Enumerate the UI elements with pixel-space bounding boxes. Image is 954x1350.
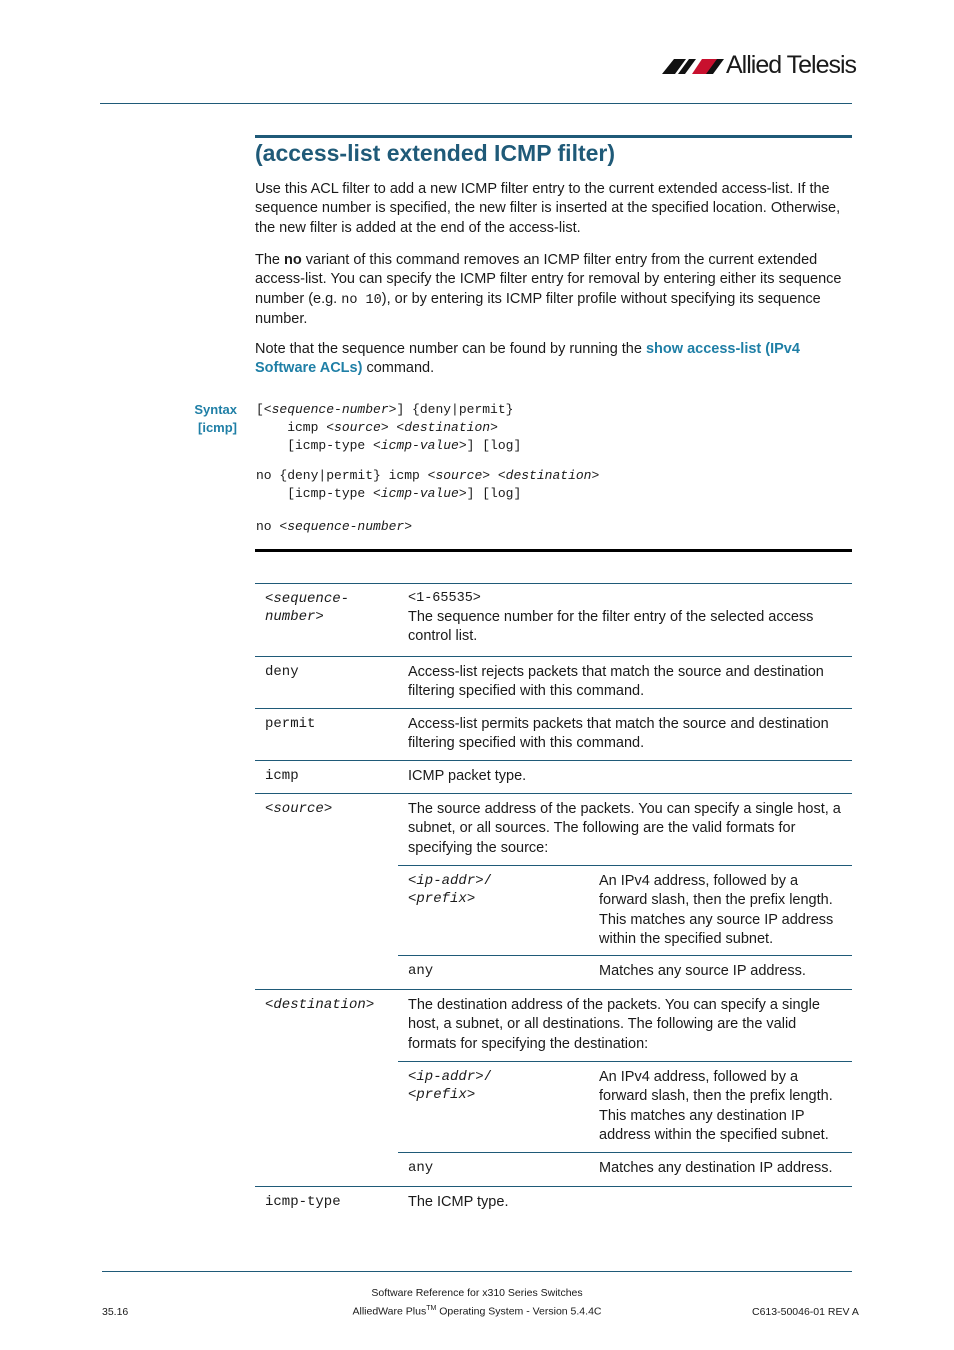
- table-row: [255, 583, 852, 656]
- param-desc: The ICMP type.: [408, 1194, 509, 1210]
- inline-code: no 10: [341, 292, 382, 308]
- param-desc: Access-list permits packets that match the source and destination filtering specified with this command.: [408, 716, 829, 752]
- title-bar: [255, 135, 852, 138]
- parameter-table: [255, 583, 852, 1221]
- param-name: icmp: [265, 768, 299, 784]
- sub-param-name: any: [408, 963, 434, 979]
- syntax-block-2: no {deny|permit} icmp <source> <destination> [icmp-type <icmp-value>] [log]: [256, 468, 600, 501]
- param-name: deny: [265, 664, 299, 680]
- footer-title: Software Reference for x310 Series Switches: [371, 1287, 583, 1299]
- table-heavy-rule: [255, 549, 852, 552]
- param-desc: <1-65535> The sequence number for the filter entry of the selected access control list.: [408, 591, 814, 645]
- sub-param-desc: An IPv4 address, followed by a forward slash, then the prefix length. This matches any destination IP address within the specified subnet.: [599, 1069, 833, 1144]
- page-number: 35.16: [102, 1306, 129, 1318]
- param-desc: The source address of the packets. You can specify a single host, a subnet, or all sources. The following are the valid formats for specifying the source:: [408, 801, 841, 856]
- intro-paragraph-2: The no variant of this command removes an ICMP filter entry from the current extended access-list. You can specify the ICMP filter entry for removal by entering either its sequence number (e.g. no 10), or by entering its ICMP filter profile without specifying its sequence number.: [255, 252, 842, 328]
- sub-row: [398, 1152, 852, 1186]
- sub-param-name: <ip-addr>/ <prefix>: [408, 873, 493, 907]
- syntax-label: Syntax [icmp]: [194, 402, 237, 435]
- sub-param-name: <ip-addr>/ <prefix>: [408, 1069, 493, 1103]
- param-desc: Access-list rejects packets that match the source and destination filtering specified with this command.: [408, 664, 824, 700]
- sub-row: [398, 865, 852, 955]
- sub-param-desc: Matches any source IP address.: [599, 963, 806, 979]
- table-row: [255, 708, 852, 760]
- sub-row: [398, 955, 852, 989]
- brand-name: Allied Telesis: [726, 51, 857, 79]
- syntax-block-3: no <sequence-number>: [256, 519, 413, 534]
- intro-paragraph-3: Note that the sequence number can be found by running the show access-list (IPv4 Software ACLs) command.: [255, 341, 800, 377]
- allied-telesis-logo: [662, 50, 857, 80]
- show-access-list-link[interactable]: show access-list (IPv4 Software ACLs): [255, 341, 800, 377]
- table-row: [255, 760, 852, 793]
- sub-param-desc: Matches any destination IP address.: [599, 1160, 833, 1176]
- syntax-block-1: [<sequence-number>] {deny|permit} icmp <source> <destination> [icmp-type <icmp-value>] [log]: [256, 402, 522, 453]
- param-name: icmp-type: [265, 1194, 341, 1210]
- footer-rule: [102, 1271, 852, 1272]
- param-name: <destination>: [265, 997, 375, 1013]
- page-title: (access-list extended ICMP filter): [255, 140, 616, 166]
- sub-row: [398, 1061, 852, 1152]
- intro-paragraph-1: Use this ACL filter to add a new ICMP filter entry to the current extended access-list. If the sequence number is specified, the new filter is inserted at the specified location. Otherwise, the new filter is added at the end of the access-list.: [255, 181, 841, 236]
- table-row: [255, 1186, 852, 1221]
- table-row: [255, 656, 852, 708]
- param-desc: ICMP packet type.: [408, 768, 527, 784]
- param-desc: The destination address of the packets. You can specify a single host, a subnet, or all destinations. The following are the valid formats for specifying the destination:: [408, 997, 820, 1052]
- header-rule: [100, 103, 852, 104]
- param-name: <sequence- number>: [265, 591, 350, 625]
- table-row: [255, 989, 852, 1186]
- sub-param-name: any: [408, 1160, 434, 1176]
- document-id: C613-50046-01 REV A: [752, 1306, 859, 1318]
- logo-mark-icon: [662, 50, 726, 80]
- sub-param-desc: An IPv4 address, followed by a forward slash, then the prefix length. This matches any source IP address within the specified subnet.: [599, 873, 834, 948]
- footer-version: AlliedWare Plus™ Operating System - Version 5.4.4C: [352, 1305, 602, 1318]
- param-name: permit: [265, 716, 316, 732]
- table-row: [255, 793, 852, 989]
- param-name: <source>: [265, 801, 333, 817]
